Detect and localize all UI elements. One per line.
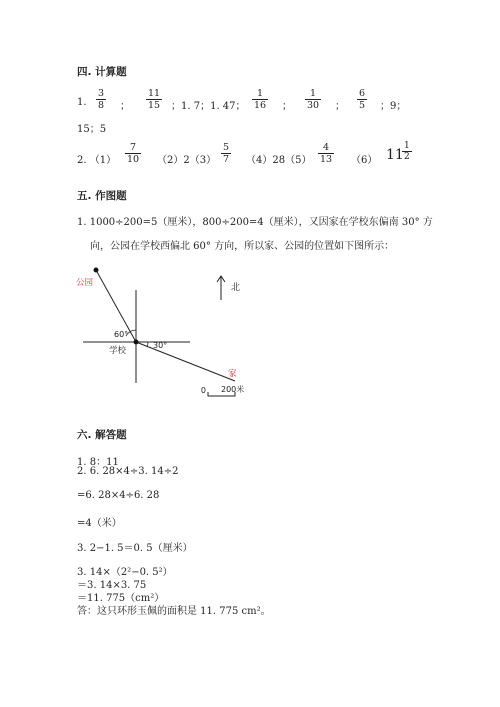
school-point [134, 340, 139, 345]
fraction-7-10: 7 10 [127, 142, 140, 165]
north-arrow-icon [217, 276, 225, 300]
section-title-problems: 六. 解答题 [77, 429, 127, 441]
north-label: 北 [231, 283, 241, 293]
mixed-number-whole: 11 [386, 147, 404, 163]
tail-results: ；9； [380, 101, 407, 112]
answer-line-2: 2. 6. 28×4÷3. 14÷2 [77, 466, 179, 477]
park-label: 公园 [76, 278, 94, 288]
answer-line-8: ＝11. 775（cm²） [77, 593, 165, 604]
fraction-1-16: 1 16 [254, 88, 267, 111]
fraction-5-7: 5 7 [223, 142, 230, 165]
park-point [94, 268, 99, 273]
item-2-part2: （2）2（3） [157, 155, 217, 166]
answer-line-7: ＝3. 14×3. 75 [77, 580, 147, 591]
answer-line-4: =4（米） [77, 518, 122, 529]
section-title-calculation: 四. 计算题 [77, 66, 127, 78]
separator: ； [335, 101, 345, 112]
fraction-1-30: 1 30 [307, 88, 320, 111]
fraction-6-5: 6 5 [359, 88, 366, 111]
fraction-4-13: 4 13 [320, 142, 333, 165]
section-title-drawing: 五. 作图题 [77, 190, 127, 202]
answer-line-1: 1. 8：11 [77, 457, 119, 468]
scale-label: 200米 [221, 385, 245, 394]
home-label: 家 [228, 369, 237, 379]
item-number-1: 1. [77, 97, 87, 108]
scale-zero-label: 0 [200, 386, 206, 395]
item-2-part4: （6） [351, 155, 378, 166]
answer-line-6: 3. 14×（2²−0. 5²） [77, 567, 173, 578]
separator: ； [282, 101, 292, 112]
results-continued: 15；5 [77, 124, 107, 135]
decimal-results: ；1. 7；1. 47； [171, 101, 246, 112]
answer-line-9: 答：这只环形玉佩的面积是 11. 775 cm²。 [77, 606, 271, 617]
angle-30-label: 30° [153, 341, 168, 350]
fraction-3-8: 3 8 [98, 88, 105, 111]
item-2-part3: （4）28（5） [246, 155, 312, 166]
line-to-home [136, 342, 235, 381]
drawing-explanation-line1: 1. 1000÷200=5（厘米），800÷200=4（厘米），又因家在学校东偏南 30° 方 [77, 217, 433, 228]
separator: ； [120, 101, 130, 112]
drawing-explanation-line2: 向，公园在学校西偏北 60° 方向，所以家、公园的位置如下图所示： [90, 241, 395, 252]
answer-line-3: =6. 28×4÷6. 28 [77, 490, 160, 501]
answer-line-5: 3. 2−1. 5＝0. 5（厘米） [77, 543, 193, 554]
fraction-11-15: 11 15 [148, 88, 161, 111]
mixed-number-fraction: 1 2 [404, 141, 410, 162]
item-2-part1: 2. （1） [77, 155, 117, 166]
school-label: 学校 [109, 346, 127, 356]
angle-60-label: 60° [114, 330, 129, 339]
